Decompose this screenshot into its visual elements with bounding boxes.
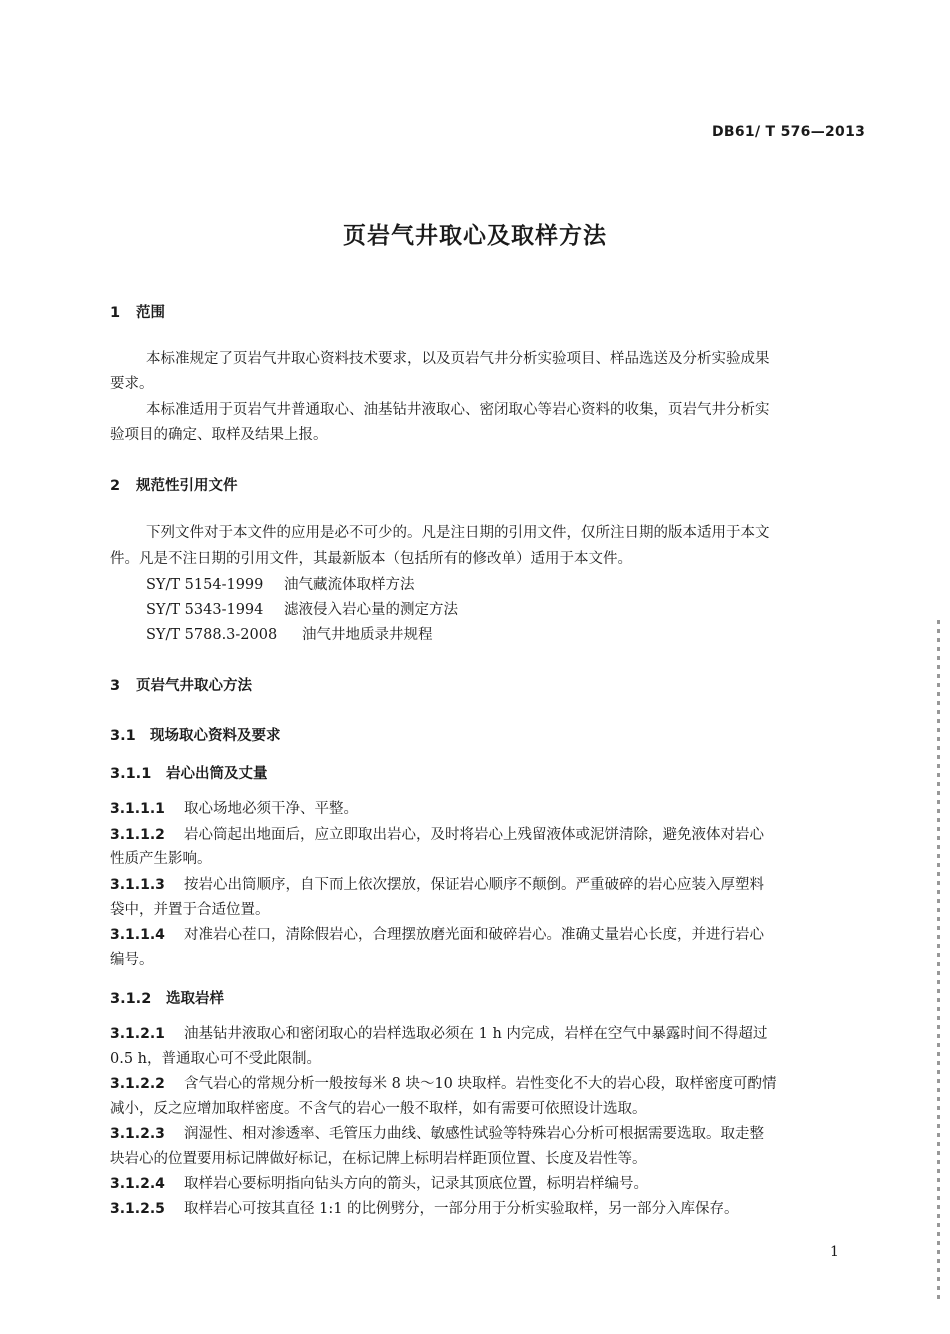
clause-3-1-1-4: 3.1.1.4 对准岩心茬口，清除假岩心，合理摆放磨光面和破碎岩心。准确丈量岩心长度，并进行岩心 — [110, 927, 764, 943]
section-1-para-2-line-2: 验项目的确定、取样及结果上报。 — [110, 427, 328, 443]
clause-3-1-2-1: 3.1.2.1 油基钻井液取心和密闭取心的岩样选取必须在 1 h 内完成，岩样在空气中暴露时间不得超过 — [110, 1026, 768, 1042]
clause-3-1-1-2: 3.1.1.2 岩心筒起出地面后，应立即取出岩心，及时将岩心上残留液体或泥饼清除，避免液体对岩心 — [110, 827, 764, 843]
reference-item: SY/T 5343-1994 滤液侵入岩心量的测定方法 — [146, 602, 458, 618]
clause-3-1-2-3: 3.1.2.3 润湿性、相对渗透率、毛管压力曲线、敏感性试验等特殊岩心分析可根据需要选取。取走整 — [110, 1126, 764, 1142]
standard-number: DB61/ T 576—2013 — [712, 124, 866, 140]
scan-edge-mark — [937, 620, 940, 1300]
clause-3-1-2-2-line-2: 减小，反之应增加取样密度。不含气的岩心一般不取样，如有需要可依照设计选取。 — [110, 1101, 647, 1117]
section-3-heading: 3 页岩气井取心方法 — [110, 678, 252, 694]
section-2-heading: 2 规范性引用文件 — [110, 478, 238, 494]
clause-3-1-1-3-line-2: 袋中，并置于合适位置。 — [110, 902, 270, 918]
page-number: 1 — [830, 1244, 839, 1260]
clause-3-1-1-4-line-2: 编号。 — [110, 952, 154, 968]
page-title: 页岩气井取心及取样方法 — [343, 223, 607, 249]
section-1-para-1-line-2: 要求。 — [110, 376, 154, 392]
section-3-1-heading: 3.1 现场取心资料及要求 — [110, 728, 281, 744]
reference-item: SY/T 5788.3-2008 油气井地质录井规程 — [146, 627, 433, 643]
clause-3-1-2-2: 3.1.2.2 含气岩心的常规分析一般按每米 8 块～10 块取样。岩性变化不大的岩心段，取样密度可酌情 — [110, 1076, 777, 1092]
section-1-para-2-line-1: 本标准适用于页岩气井普通取心、油基钻井液取心、密闭取心等岩心资料的收集，页岩气井分析实 — [146, 402, 770, 418]
clause-3-1-2-1-line-2: 0.5 h，普通取心可不受此限制。 — [110, 1051, 322, 1067]
clause-3-1-1-1: 3.1.1.1 取心场地必须干净、平整。 — [110, 801, 358, 817]
section-1-para-1-line-1: 本标准规定了页岩气井取心资料技术要求，以及页岩气井分析实验项目、样品选送及分析实验成果 — [146, 351, 770, 367]
clause-3-1-1-3: 3.1.1.3 按岩心出筒顺序，自下而上依次摆放，保证岩心顺序不颠倒。严重破碎的岩心应装入厚塑料 — [110, 877, 764, 893]
clause-3-1-1-2-line-2: 性质产生影响。 — [110, 851, 212, 867]
clause-3-1-2-3-line-2: 块岩心的位置要用标记牌做好标记，在标记牌上标明岩样距顶位置、长度及岩性等。 — [110, 1151, 647, 1167]
section-2-para-line-1: 下列文件对于本文件的应用是必不可少的。凡是注日期的引用文件，仅所注日期的版本适用于本文 — [146, 525, 770, 541]
section-3-1-2-heading: 3.1.2 选取岩样 — [110, 991, 224, 1007]
clause-3-1-2-4: 3.1.2.4 取样岩心要标明指向钻头方向的箭头，记录其顶底位置，标明岩样编号。 — [110, 1176, 648, 1192]
clause-3-1-2-5: 3.1.2.5 取样岩心可按其直径 1:1 的比例劈分，一部分用于分析实验取样，另一部分入库保存。 — [110, 1201, 739, 1217]
section-3-1-1-heading: 3.1.1 岩心出筒及丈量 — [110, 766, 268, 782]
section-1-heading: 1 范围 — [110, 305, 165, 321]
section-2-para-line-2: 件。凡是不注日期的引用文件，其最新版本（包括所有的修改单）适用于本文件。 — [110, 551, 632, 567]
reference-item: SY/T 5154-1999 油气藏流体取样方法 — [146, 577, 415, 593]
